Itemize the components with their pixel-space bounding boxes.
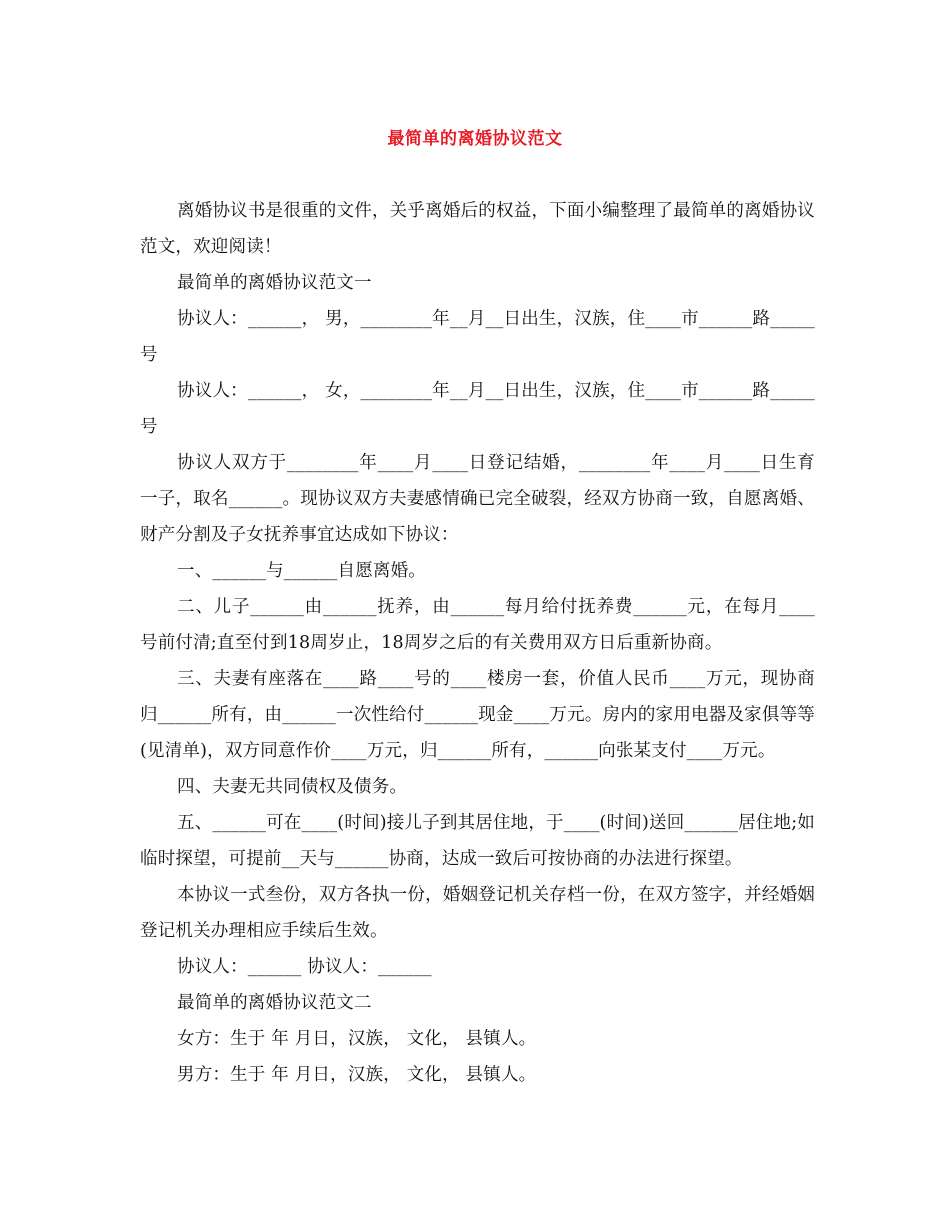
effectiveness-paragraph: 本协议一式叁份，双方各执一份，婚姻登记机关存档一份，在双方签字，并经婚姻登记机关办理相应手续后生效。: [140, 885, 815, 941]
party-female-line: 协议人：______， 女，________年__月__日出生，汉族，住____市______路_____号: [140, 381, 815, 437]
clause-four: 四、夫妻无共同债权及债务。: [177, 777, 408, 797]
intro-paragraph: 离婚协议书是很重的文件，关乎离婚后的权益，下面小编整理了最简单的离婚协议范文，欢迎阅读！: [140, 201, 815, 257]
signature-line: 协议人：______ 协议人：______: [177, 957, 432, 977]
document-title: 最简单的离婚协议范文: [387, 129, 563, 149]
section-heading-one: 最简单的离婚协议范文一: [177, 273, 372, 293]
clause-one: 一、______与______自愿离婚。: [177, 561, 426, 581]
female-party-line: 女方：生于 年 月日，汉族， 文化， 县镇人。: [177, 1029, 537, 1049]
section-heading-two: 最简单的离婚协议范文二: [177, 993, 372, 1013]
male-party-line: 男方：生于 年 月日，汉族， 文化， 县镇人。: [177, 1065, 537, 1085]
clause-five: 五、______可在____(时间)接儿子到其居住地，于____(时间)送回______居住地;如临时探望，可提前__天与______协商，达成一致后可按协商的办法进行探望。: [140, 813, 816, 869]
document-body: [140, 193, 815, 1093]
party-male-line: 协议人：______， 男，________年__月__日出生，汉族，住____市______路_____号: [140, 309, 815, 365]
clause-two: 二、儿子______由______抚养，由______每月给付抚养费______元，在每月____号前付清;直至付到18周岁止，18周岁之后的有关费用双方日后重新协商。: [140, 597, 815, 653]
clause-three: 三、夫妻有座落在____路____号的____楼房一套，价值人民币____万元，现协商归______所有，由______一次性给付______现金____万元。房内的家用电器及家俱等等(见清单)，双方同意作价____万元，归______所有，______向张某支付____万元。: [140, 669, 815, 761]
marriage-statement: 协议人双方于________年____月____日登记结婚，________年____月____日生育一子，取名______。现协议双方夫妻感情确已完全破裂，经双方协商一致，自愿离婚、财产分割及子女抚养事宜达成如下协议：: [140, 453, 815, 545]
